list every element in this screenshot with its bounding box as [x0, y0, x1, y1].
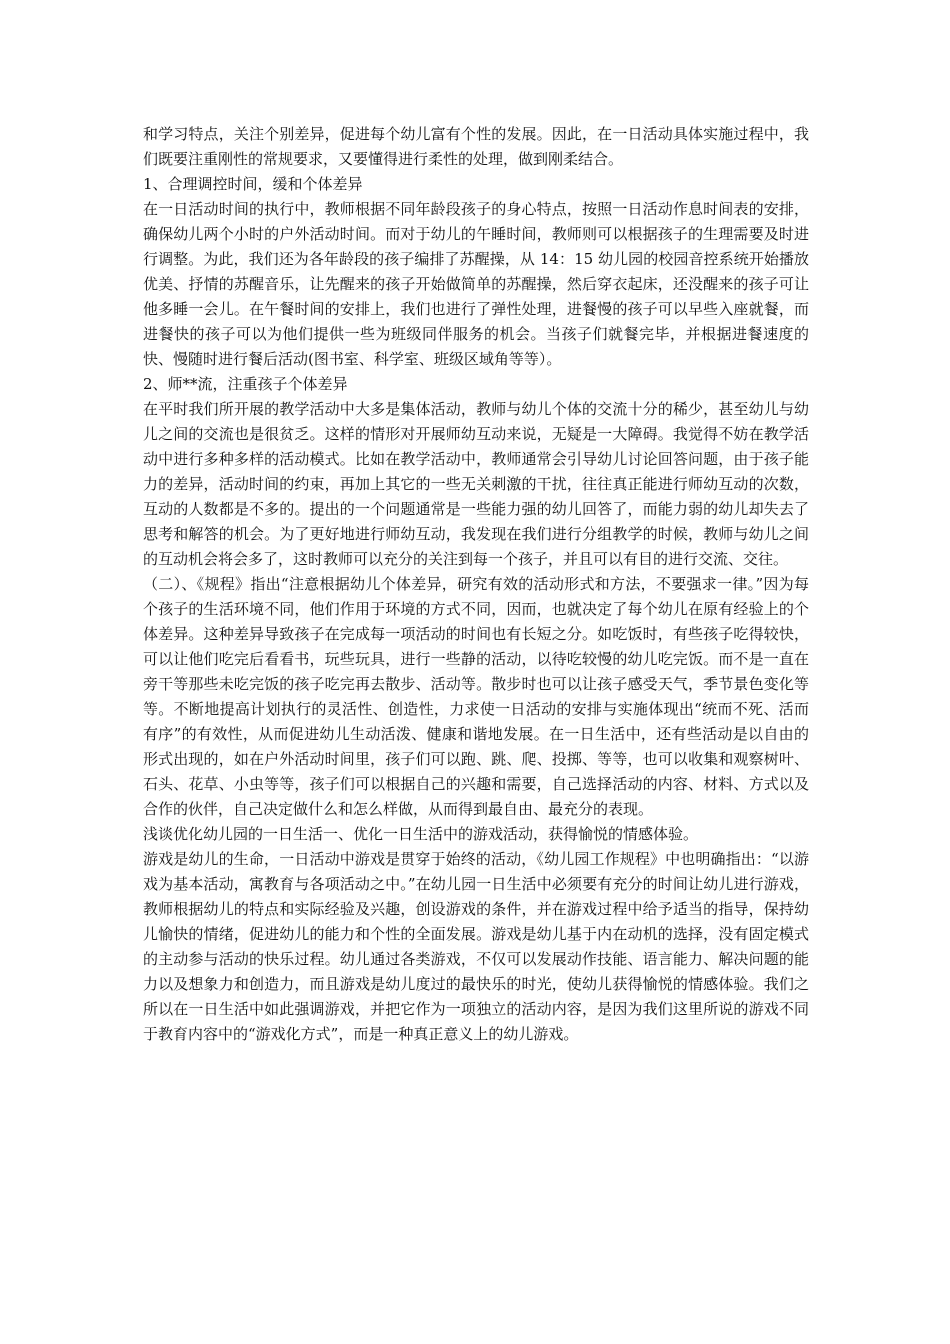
- section-heading-teacher-exchange: 2、师**流，注重孩子个体差异: [143, 375, 348, 393]
- paragraph-time-control: 在一日活动时间的执行中，教师根据不同年龄段孩子的身心特点，按照一日活动作息时间表的安排，确保幼儿两个小时的户外活动时间。而对于幼儿的午睡时间，教师则可以根据孩子的生理需要及时进行调整。为此，我们还为各年龄段的孩子编排了苏醒操，从 14：15 幼儿园的校园音控系统开始播放优美、抒情的苏醒音乐，让先醒来的孩子开始做简单的苏醒操，然后穿衣起床，还没醒来的孩子可让他多睡一会儿。在午餐时间的安排上，我们也进行了弹性处理，进餐慢的孩子可以早些入座就餐，而进餐快的孩子可以为他们提供一些为班级同伴服务的机会。当孩子们就餐完毕，并根据进餐速度的快、慢随时进行餐后活动(图书室、科学室、班级区域角等等）。: [143, 200, 809, 368]
- section-heading-time-control: 1、合理调控时间，缓和个体差异: [143, 175, 363, 193]
- paragraph-regulations: （二）、《规程》指出“注意根据幼儿个体差异，研究有效的活动形式和方法，不要强求一律。”因为每个孩子的生活环境不同，他们作用于环境的方式不同，因而，也就决定了每个幼儿在原有经验上的个体差异。这种差异导致孩子在完成每一项活动的时间也有长短之分。如吃饭时，有些孩子吃得较快，可以让他们吃完后看看书，玩些玩具，进行一些静的活动，以待吃较慢的幼儿吃完饭。而不是一直在旁干等那些未吃完饭的孩子吃完再去散步、活动等。散步时也可以让孩子感受天气，季节景色变化等等。不断地提高计划执行的灵活性、创造性，力求使一日活动的安排与实施体现出“统而不死、活而有序”的有效性，从而促进幼儿生动活泼、健康和谐地发展。在一日生活中，还有些活动是以自由的形式出现的，如在户外活动时间里，孩子们可以跑、跳、爬、投掷、等等，也可以收集和观察树叶、石头、花草、小虫等等，孩子们可以根据自己的兴趣和需要，自己选择活动的内容、材料、方式以及合作的伙伴，自己决定做什么和怎么样做，从而得到最自由、最充分的表现。: [143, 575, 809, 818]
- section-heading-game-activities: 浅谈优化幼儿园的一日生活一、优化一日生活中的游戏活动，获得愉悦的情感体验。: [143, 825, 699, 843]
- paragraph-intro-continuation: 和学习特点，关注个别差异，促进每个幼儿富有个性的发展。因此，在一日活动具体实施过程中，我们既要注重刚性的常规要求，又要懂得进行柔性的处理，做到刚柔结合。: [143, 125, 809, 168]
- paragraph-games: 游戏是幼儿的生命，一日活动中游戏是贯穿于始终的活动，《幼儿园工作规程》中也明确指出：“以游戏为基本活动，寓教育与各项活动之中。”在幼儿园一日生活中必须要有充分的时间让幼儿进行游戏，教师根据幼儿的特点和实际经验及兴趣，创设游戏的条件，并在游戏过程中给予适当的指导，保持幼儿愉快的情绪，促进幼儿的能力和个性的全面发展。游戏是幼儿基于内在动机的选择，没有固定模式的主动参与活动的快乐过程。幼儿通过各类游戏，不仅可以发展动作技能、语言能力、解决问题的能力以及想象力和创造力，而且游戏是幼儿度过的最快乐的时光，使幼儿获得愉悦的情感体验。我们之所以在一日生活中如此强调游戏，并把它作为一项独立的活动内容，是因为我们这里所说的游戏不同于教育内容中的“游戏化方式”，而是一种真正意义上的幼儿游戏。: [143, 850, 809, 1043]
- paragraph-teacher-exchange: 在平时我们所开展的教学活动中大多是集体活动，教师与幼儿个体的交流十分的稀少，甚至幼儿与幼儿之间的交流也是很贫乏。这样的情形对开展师幼互动来说，无疑是一大障碍。我觉得不妨在教学活动中进行多种多样的活动模式。比如在教学活动中，教师通常会引导幼儿讨论回答问题，由于孩子能力的差异，活动时间的约束，再加上其它的一些无关刺激的干扰，往往真正能进行师幼互动的次数，互动的人数都是不多的。提出的一个问题通常是一些能力强的幼儿回答了，而能力弱的幼儿却失去了思考和解答的机会。为了更好地进行师幼互动，我发现在我们进行分组教学的时候，教师与幼儿之间的互动机会将会多了，这时教师可以充分的关注到每一个孩子，并且可以有目的进行交流、交往。: [143, 400, 809, 568]
- document-body: [143, 122, 809, 1047]
